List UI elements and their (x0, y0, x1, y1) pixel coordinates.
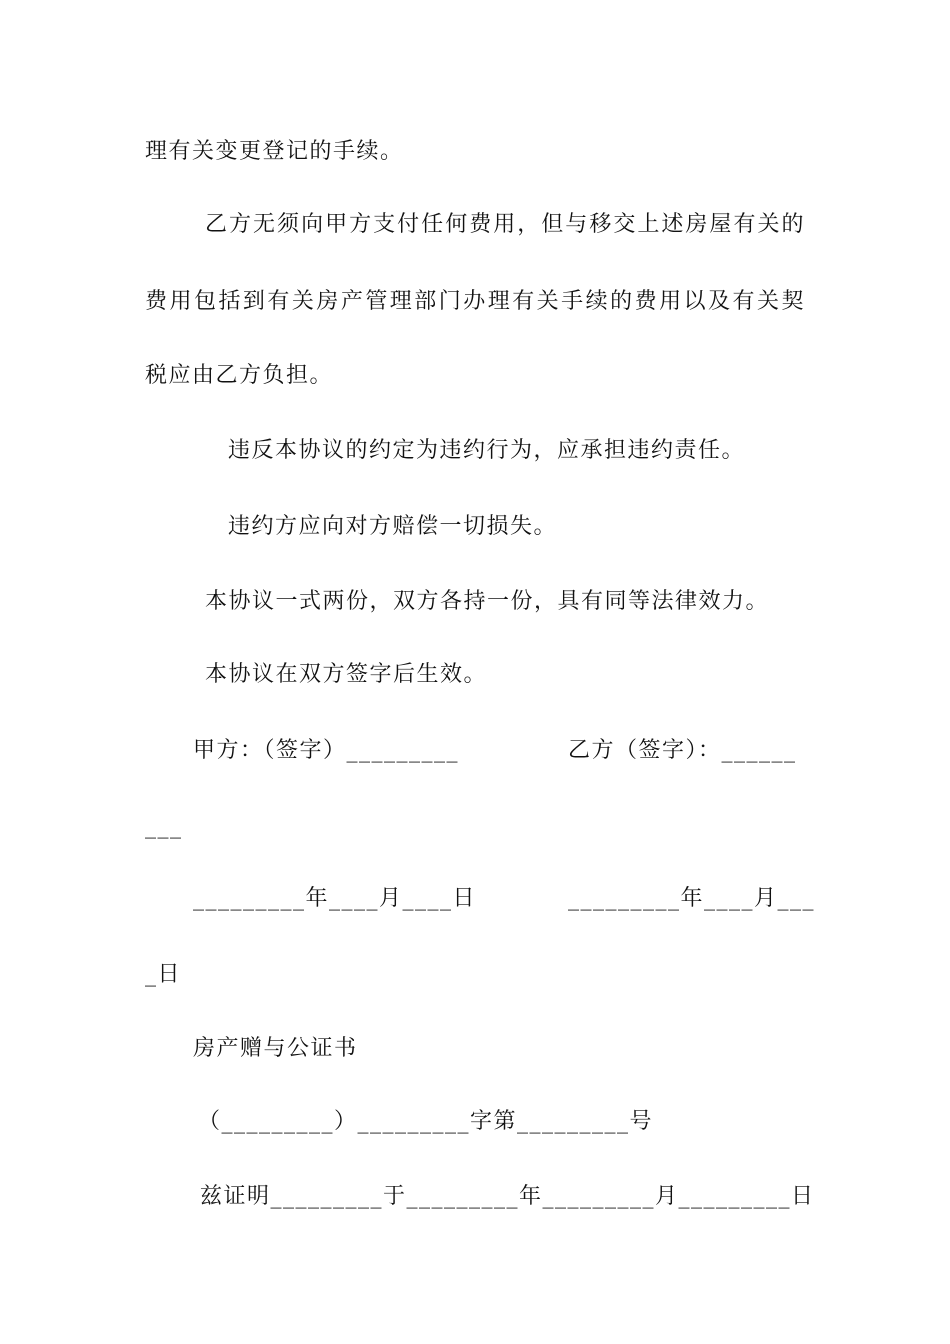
notary-title: 房产赠与公证书 (193, 1036, 358, 1061)
text-line-4: 税应由乙方负担。 (145, 363, 334, 388)
party-b-date: _________年____月___ (568, 886, 816, 911)
notary-number-line: （_________）_________字第_________号 (198, 1109, 654, 1134)
text-line-3: 费用包括到有关房产管理部门办理有关手续的费用以及有关契 (145, 289, 805, 314)
text-line-5: 违反本协议的约定为违约行为，应承担违约责任。 (228, 438, 746, 463)
text-line-2: 乙方无须向甲方支付任何费用，但与移交上述房屋有关的 (205, 212, 805, 237)
text-line-8: 本协议在双方签字后生效。 (205, 662, 488, 687)
party-a-signature: 甲方：（签字）_________ (193, 738, 460, 763)
party-b-signature-wrap: ___ (145, 814, 183, 839)
text-line-1: 理有关变更登记的手续。 (145, 139, 404, 164)
party-b-signature: 乙方（签字）：______ (568, 738, 797, 763)
text-line-6: 违约方应向对方赔偿一切损失。 (228, 514, 558, 539)
text-line-7: 本协议一式两份，双方各持一份，具有同等法律效力。 (205, 589, 770, 614)
notary-certify-line: 兹证明_________于_________年_________月_________日 (200, 1184, 815, 1209)
party-a-date: _________年____月____日 (193, 886, 477, 911)
party-b-date-wrap: _日 (145, 962, 182, 987)
